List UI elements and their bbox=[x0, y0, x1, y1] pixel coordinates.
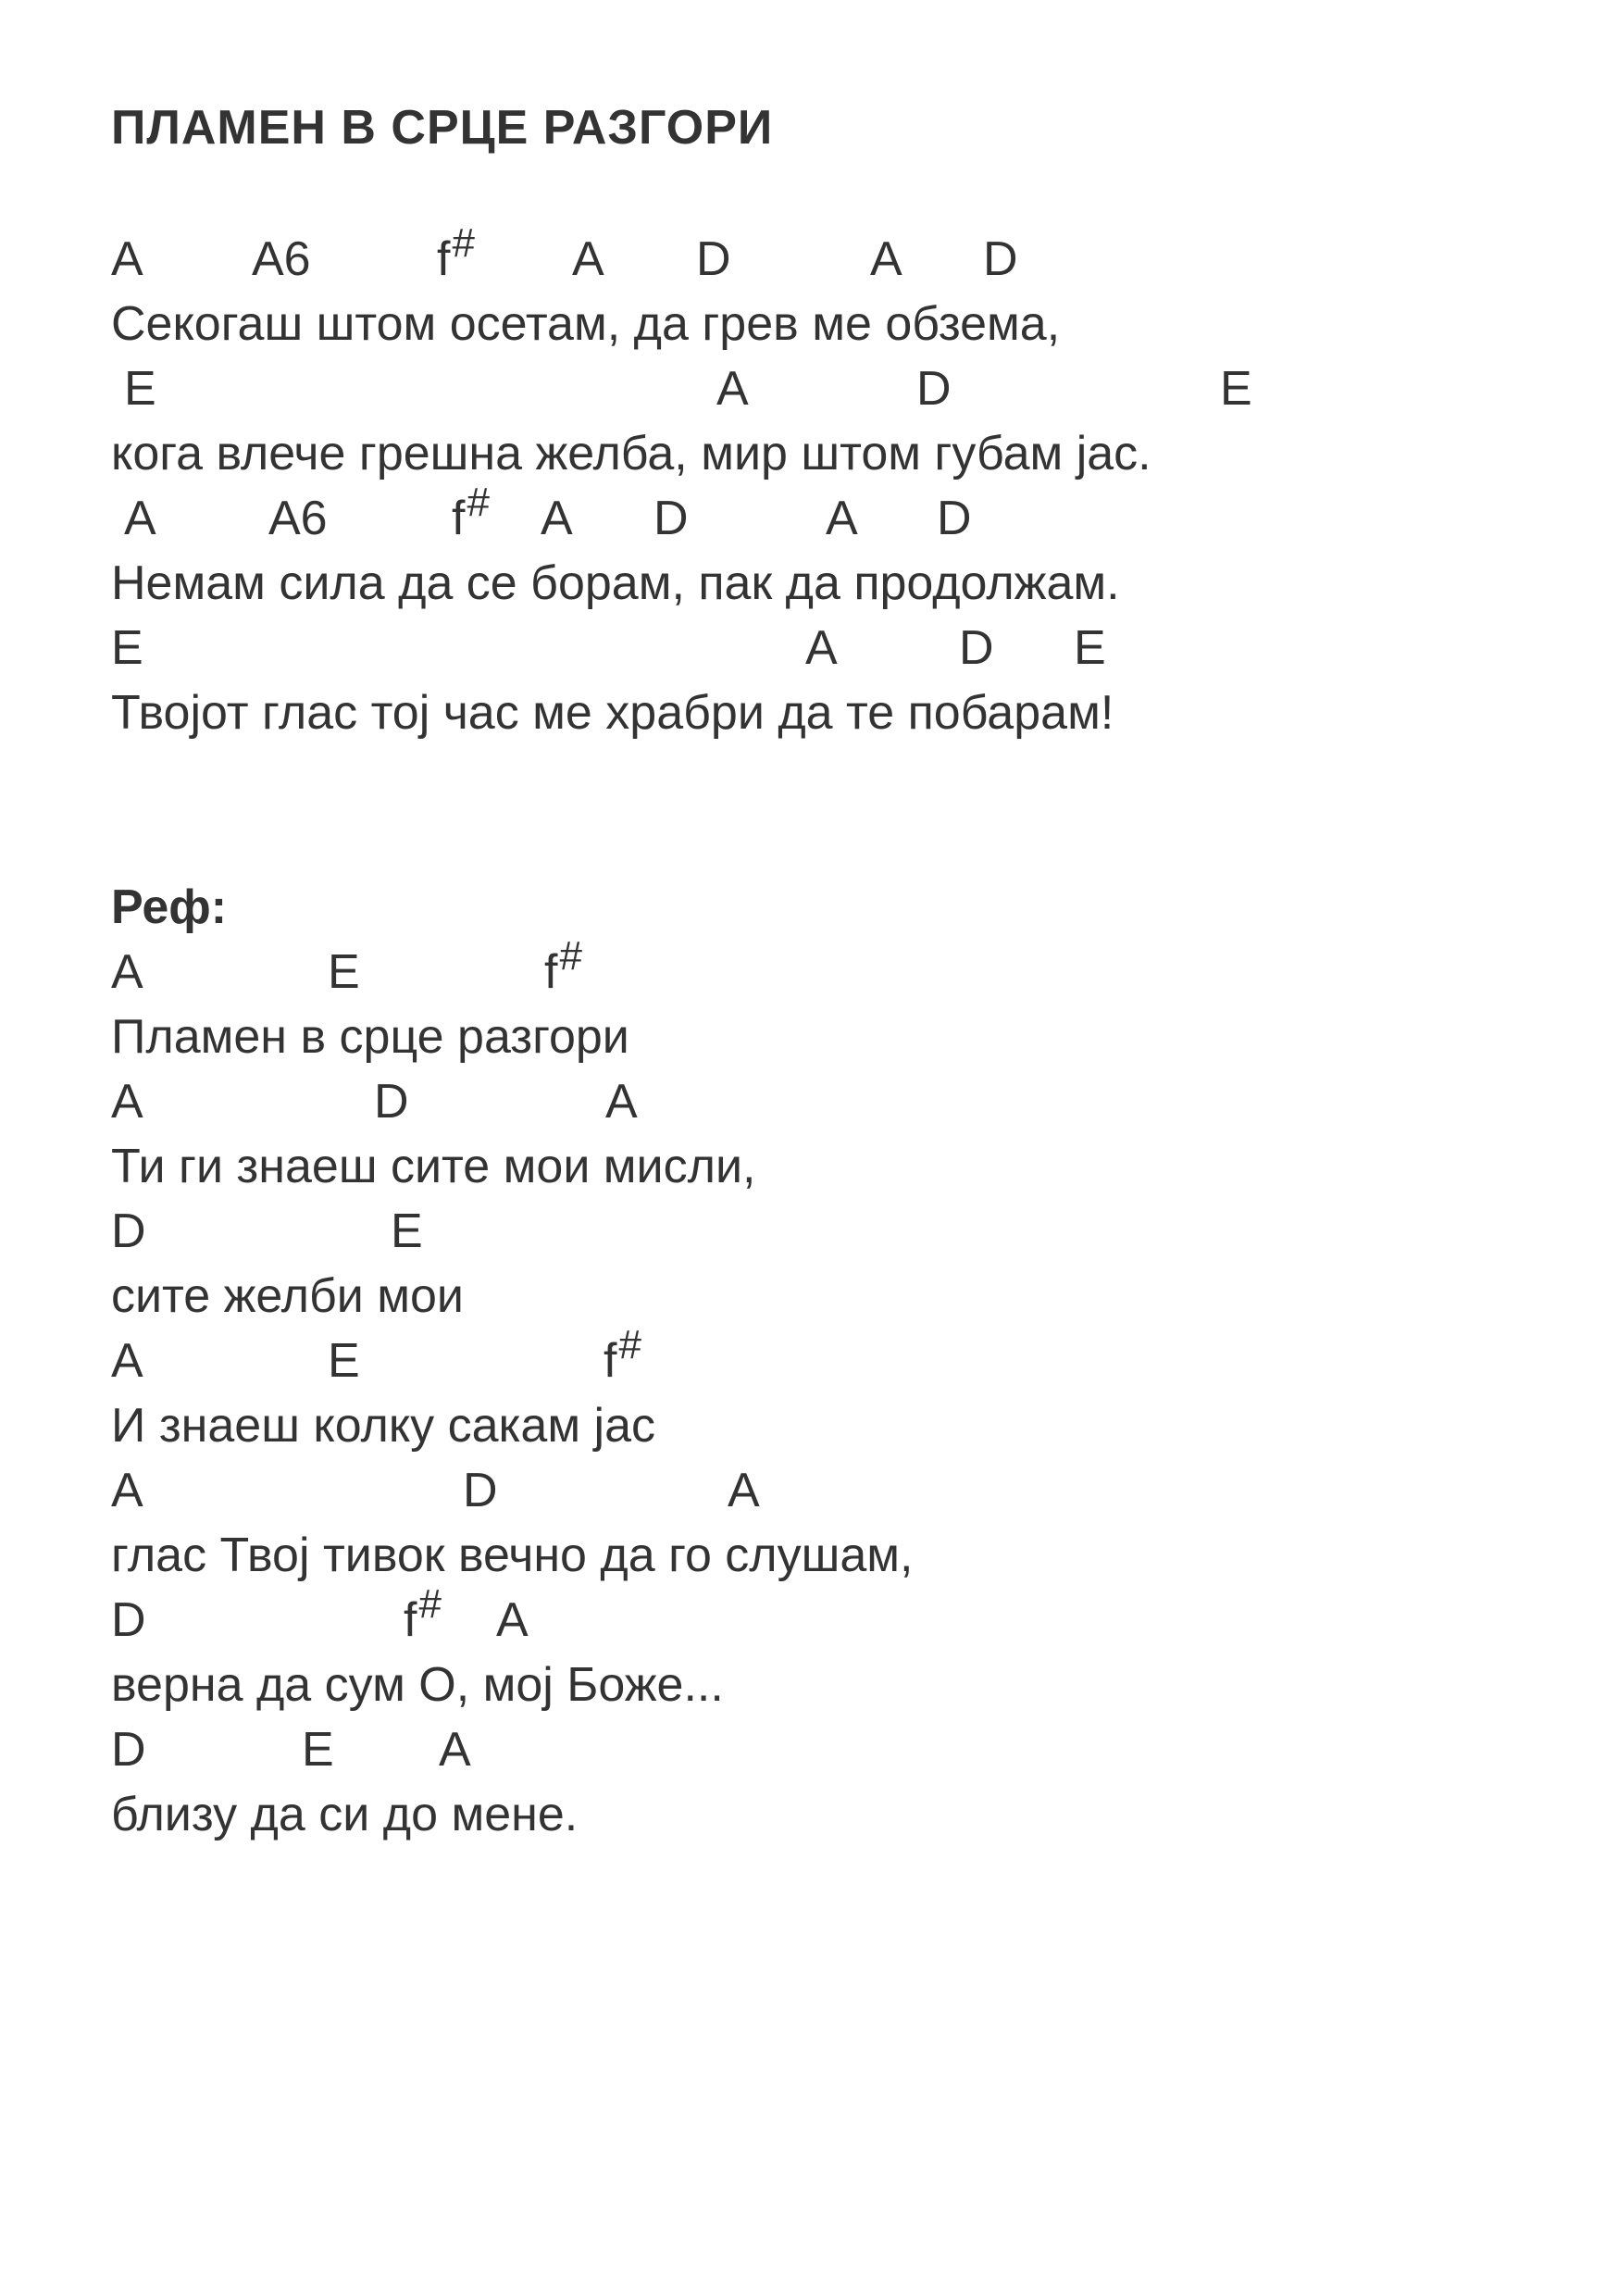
chord: E bbox=[391, 1204, 423, 1258]
refrain-label: Реф: bbox=[111, 880, 228, 934]
verse-lyric-line-4: Твојот глас тој час ме храбри да те побарам! bbox=[111, 686, 1114, 740]
chord: A bbox=[605, 1075, 638, 1129]
chord: A6 bbox=[268, 492, 328, 545]
chord: E bbox=[1074, 621, 1106, 675]
chord: D bbox=[916, 362, 952, 416]
chord: D bbox=[111, 1204, 146, 1258]
chord: D bbox=[983, 232, 1018, 286]
chord: A bbox=[111, 232, 143, 286]
chord: D bbox=[959, 621, 994, 675]
chord: A bbox=[111, 1464, 143, 1517]
chord: A bbox=[728, 1464, 760, 1517]
chord: E bbox=[1220, 362, 1252, 416]
verse-lyric-line-3: Немам сила да се борам, пак да продолжам. bbox=[111, 556, 1120, 610]
chord: A6 bbox=[252, 232, 311, 286]
sharp-symbol: # bbox=[559, 933, 582, 979]
chord-sharp: f# bbox=[452, 480, 490, 545]
chord: A bbox=[870, 232, 902, 286]
chord: A bbox=[541, 492, 573, 545]
chord: A bbox=[716, 362, 749, 416]
chord-sharp: f# bbox=[404, 1581, 442, 1647]
chord: A bbox=[439, 1723, 471, 1777]
sharp-symbol: # bbox=[452, 220, 475, 266]
refrain-lyric-line-4: И знаеш колку сакам јас bbox=[111, 1399, 656, 1453]
refrain-lyric-line-1: Пламен в срце разгори bbox=[111, 1010, 629, 1064]
refrain-lyric-line-5: глас Твој тивок вечно да го слушам, bbox=[111, 1529, 914, 1582]
song-title: ПЛАМЕН В СРЦЕ РАЗГОРИ bbox=[111, 101, 774, 155]
chord: D bbox=[653, 492, 689, 545]
chord: A bbox=[572, 232, 604, 286]
refrain-lyric-line-2: Ти ги знаеш сите мои мисли, bbox=[111, 1140, 756, 1193]
chord: D bbox=[111, 1593, 146, 1647]
chord-sharp: f# bbox=[604, 1322, 641, 1388]
refrain-lyric-line-7: близу да си до мене. bbox=[111, 1788, 579, 1841]
chord: A bbox=[826, 492, 858, 545]
refrain-lyric-line-6: верна да сум О, мој Боже... bbox=[111, 1658, 724, 1712]
chord: E bbox=[124, 362, 156, 416]
chord: A bbox=[111, 1334, 143, 1388]
verse-lyric-line-2: кога влече грешна желба, мир штом губам јас. bbox=[111, 427, 1151, 480]
refrain-lyric-line-3: сите желби мои bbox=[111, 1269, 464, 1323]
chord: E bbox=[328, 945, 360, 999]
chord: D bbox=[374, 1075, 409, 1129]
chord: E bbox=[302, 1723, 334, 1777]
chord: A bbox=[124, 492, 156, 545]
chord: D bbox=[696, 232, 731, 286]
chord: D bbox=[463, 1464, 498, 1517]
chord-sharp: f# bbox=[544, 933, 582, 999]
chord: E bbox=[328, 1334, 360, 1388]
chord: A bbox=[111, 945, 143, 999]
verse-lyric-line-1: Секогаш штом осетам, да грев ме обзема, bbox=[111, 297, 1061, 351]
chord: A bbox=[111, 1075, 143, 1129]
chord: D bbox=[111, 1723, 146, 1777]
chord: A bbox=[805, 621, 838, 675]
sharp-symbol: # bbox=[618, 1322, 641, 1367]
sharp-symbol: # bbox=[467, 480, 490, 525]
chord: E bbox=[111, 621, 143, 675]
chord-sharp: f# bbox=[437, 220, 475, 286]
chord: A bbox=[496, 1593, 529, 1647]
chord: D bbox=[937, 492, 972, 545]
sharp-symbol: # bbox=[418, 1581, 442, 1627]
